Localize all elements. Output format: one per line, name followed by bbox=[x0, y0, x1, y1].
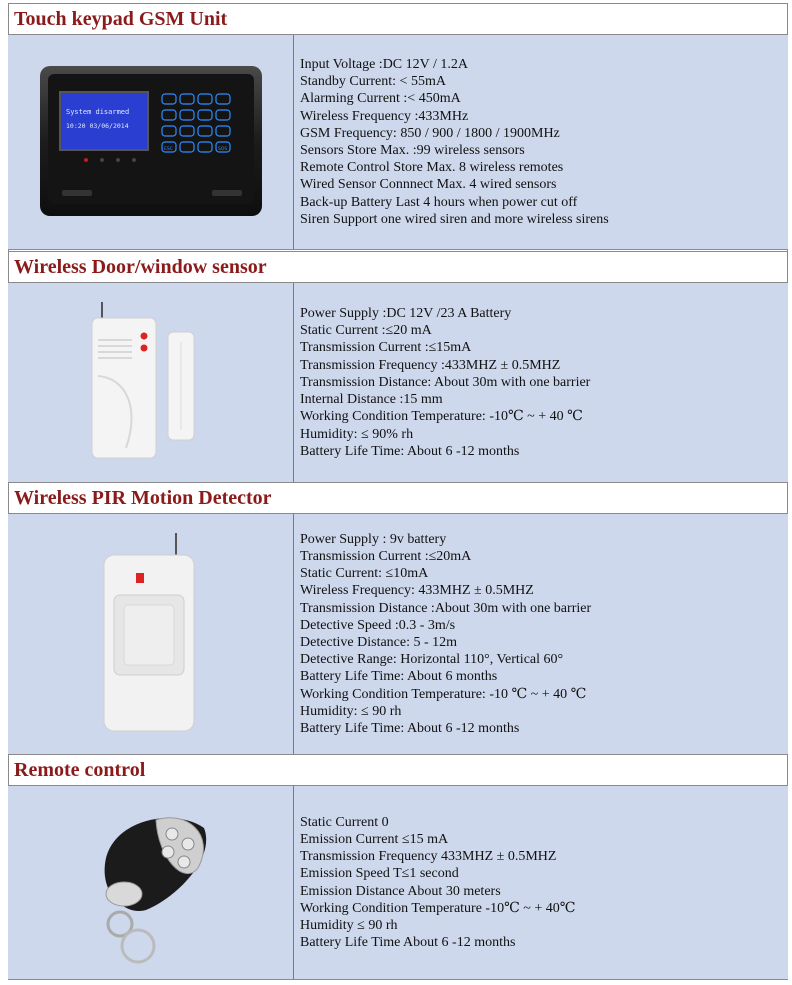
section-title-pir bbox=[8, 482, 788, 514]
spec-line: Battery Life Time: About 6 -12 months bbox=[300, 443, 520, 459]
lcd-text-1: System disarmed bbox=[65, 108, 129, 116]
spec-line: Transmission Frequency 433MHZ ± 0.5MHZ bbox=[300, 849, 557, 865]
section-title-door bbox=[8, 251, 788, 283]
spec-line: Transmission Distance :About 30m with one barrier bbox=[300, 600, 592, 616]
spec-line: Sensors Store Max. :99 wireless sensors bbox=[300, 143, 525, 158]
section-title-text: Wireless Door/window sensor bbox=[14, 256, 267, 278]
spec-line: Working Condition Temperature: -10 ℃ ~ + 40 ℃ bbox=[300, 686, 587, 702]
spec-line: Wireless Frequency: 433MHZ ± 0.5MHZ bbox=[300, 583, 534, 599]
spec-line: Wireless Frequency :433MHz bbox=[300, 108, 469, 124]
section-row-remote bbox=[8, 786, 788, 980]
sos-key-label: SOS bbox=[217, 147, 227, 152]
spec-line: Battery Life Time: About 6 months bbox=[300, 669, 498, 685]
spec-line: Static Current: ≤10mA bbox=[300, 566, 429, 582]
section-title-text: Remote control bbox=[14, 759, 146, 781]
section-row-door bbox=[8, 283, 788, 483]
spec-line: Transmission Distance: About 30m with one barrier bbox=[300, 374, 591, 390]
spec-line: Power Supply :DC 12V /23 A Battery bbox=[300, 306, 512, 322]
pir-detector-image bbox=[8, 514, 294, 754]
section-title-remote bbox=[8, 754, 788, 786]
spec-line: Emission Current ≤15 mA bbox=[300, 831, 449, 847]
gsm-keypad-image bbox=[8, 35, 294, 249]
spec-line: Standby Current: < 55mA bbox=[300, 74, 446, 90]
spec-line: Siren Support one wired siren and more wireless sirens bbox=[300, 211, 609, 227]
spec-line: Emission Speed T≤1 second bbox=[300, 866, 459, 882]
spec-line: GSM Frequency: 850 / 900 / 1800 / 1900MHz bbox=[300, 125, 560, 141]
remote-spec-list bbox=[300, 786, 788, 979]
spec-line: Input Voltage :DC 12V / 1.2A bbox=[300, 56, 469, 72]
spec-line: Humidity ≤ 90 rh bbox=[300, 917, 398, 933]
spec-line: Alarming Current :< 450mA bbox=[300, 91, 461, 107]
spec-line: Wired Sensor Connnect Max. 4 wired sensors bbox=[300, 177, 557, 193]
pir-spec-list bbox=[300, 514, 788, 754]
spec-line: Static Current :≤20 mA bbox=[300, 323, 432, 339]
spec-line: Back-up Battery Last 4 hours when power cut off bbox=[300, 194, 578, 210]
spec-line: Humidity: ≤ 90% rh bbox=[300, 426, 414, 442]
spec-line: Battery Life Time About 6 -12 months bbox=[300, 935, 516, 951]
pir-detector-illustration bbox=[96, 529, 206, 739]
spec-line: Static Current 0 bbox=[300, 814, 389, 830]
gsm-keypad-illustration bbox=[36, 62, 266, 222]
spec-line: Transmission Current :≤20mA bbox=[300, 548, 472, 564]
spec-line: Battery Life Time: About 6 -12 months bbox=[300, 721, 520, 737]
section-title-gsm bbox=[8, 3, 788, 35]
spec-line: Power Supply : 9v battery bbox=[300, 531, 447, 547]
spec-line: Working Condition Temperature -10℃ ~ + 40℃ bbox=[300, 900, 576, 916]
spec-line: Detective Speed :0.3 - 3m/s bbox=[300, 617, 456, 633]
section-row-pir bbox=[8, 514, 788, 755]
remote-keyfob-image bbox=[8, 786, 294, 979]
section-row-gsm bbox=[8, 35, 788, 250]
remote-keyfob-illustration bbox=[76, 798, 226, 968]
door-sensor-image bbox=[8, 283, 294, 482]
door-spec-list bbox=[300, 283, 788, 482]
spec-line: Transmission Frequency :433MHZ ± 0.5MHZ bbox=[300, 357, 561, 373]
spec-line: Emission Distance About 30 meters bbox=[300, 883, 501, 899]
spec-line: Working Condition Temperature: -10℃ ~ + 40 ℃ bbox=[300, 409, 583, 425]
gsm-spec-list bbox=[300, 35, 788, 249]
spec-line: Detective Distance: 5 - 12m bbox=[300, 635, 458, 650]
lcd-text-2: 10:20 03/06/2014 bbox=[65, 122, 129, 130]
section-title-text: Wireless PIR Motion Detector bbox=[14, 487, 272, 509]
spec-line: Detective Range: Horizontal 110°, Vertical 60° bbox=[300, 652, 564, 668]
spec-line: Remote Control Store Max. 8 wireless remotes bbox=[300, 160, 564, 176]
spec-line: Internal Distance :15 mm bbox=[300, 392, 443, 408]
spec-line: Humidity: ≤ 90 rh bbox=[300, 703, 402, 719]
section-title-text: Touch keypad GSM Unit bbox=[14, 8, 228, 30]
spec-line: Transmission Current :≤15mA bbox=[300, 340, 472, 356]
esc-key-label: ESC bbox=[163, 147, 173, 152]
door-sensor-illustration bbox=[86, 298, 216, 468]
